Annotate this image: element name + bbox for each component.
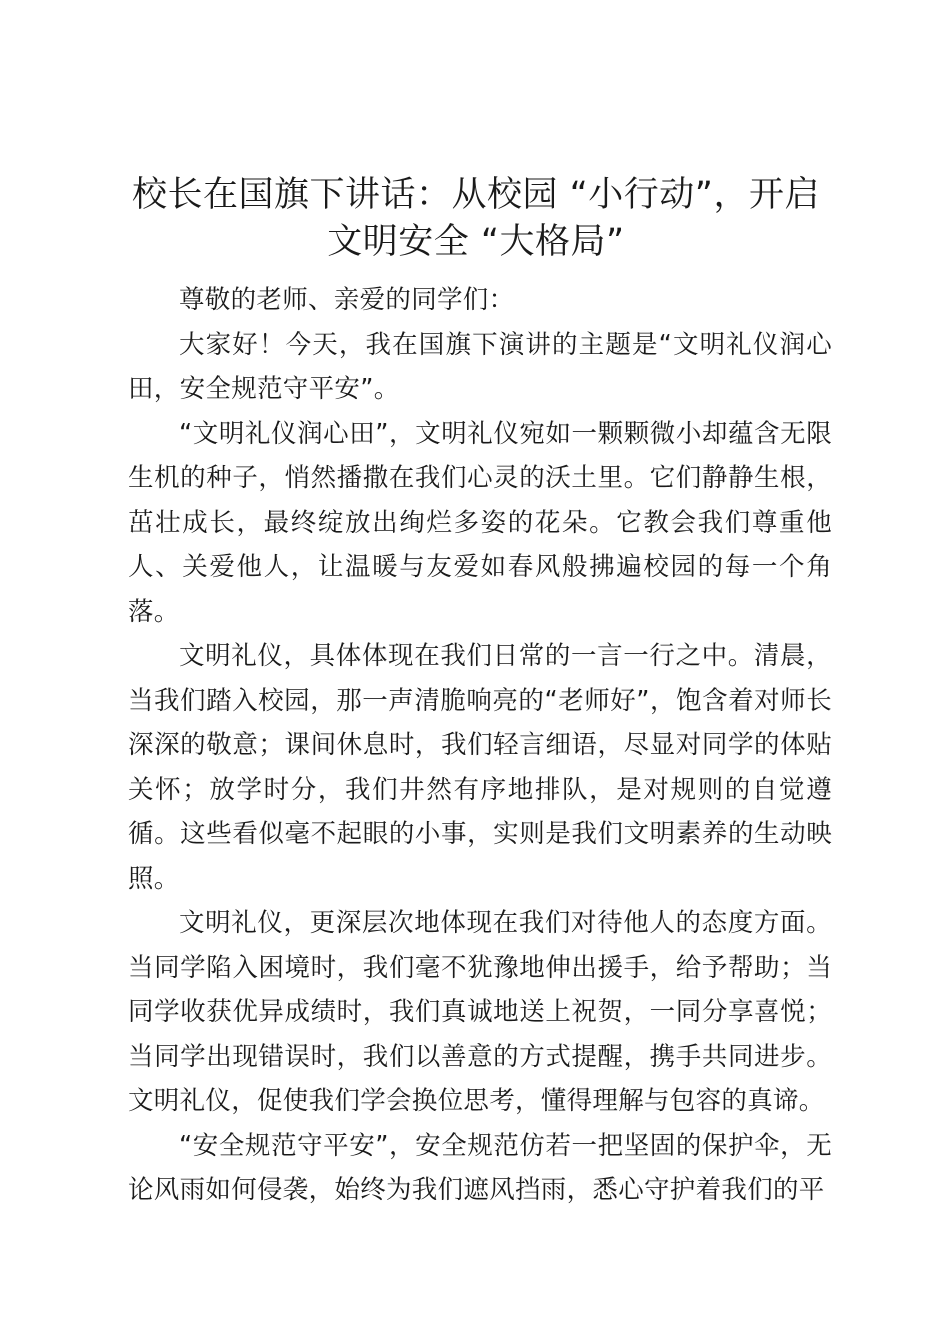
document-title: 校长在国旗下讲话：从校园 “小行动”，开启文明安全 “大格局” — [132, 175, 820, 262]
paragraph-etiquette-seed: “文明礼仪润心田”，文明礼仪宛如一颗颗微小却蕴含无限生机的种子，悄然播撒在我们心灵的沃土里。它们静静生根，茁壮成长，最终绽放出绚烂多姿的花朵。它教会我们尊重他人、关爱他人，让温暖与友爱如春风般拂遍校园的每一个角落。 — [128, 418, 832, 627]
paragraph-intro: 大家好！今天，我在国旗下演讲的主题是“文明礼仪润心田，安全规范守平安”。 — [128, 329, 832, 404]
paragraph-daily-etiquette: 文明礼仪，具体体现在我们日常的一言一行之中。清晨，当我们踏入校园，那一声清脆响亮的“老师好”，饱含着对师长深深的敬意；课间休息时，我们轻言细语，尽显对同学的体贴关怀；放学时分，我们井然有序地排队，是对规则的自觉遵循。这些看似毫不起眼的小事，实则是我们文明素养的生动映照。 — [128, 641, 832, 894]
paragraph-greeting: 尊敬的老师、亲爱的同学们： — [179, 285, 515, 315]
paragraph-attitude: 文明礼仪，更深层次地体现在我们对待他人的态度方面。当同学陷入困境时，我们毫不犹豫地伸出援手，给予帮助；当同学收获优异成绩时，我们真诚地送上祝贺，一同分享喜悦；当同学出现错误时，我们以善意的方式提醒，携手共同进步。文明礼仪，促使我们学会换位思考，懂得理解与包容的真谛。 — [128, 908, 832, 1116]
document-body — [128, 278, 832, 1213]
paragraph-safety: “安全规范守平安”，安全规范仿若一把坚固的保护伞，无论风雨如何侵袭，始终为我们遮风挡雨，悉心守护着我们的平 — [128, 1130, 832, 1205]
